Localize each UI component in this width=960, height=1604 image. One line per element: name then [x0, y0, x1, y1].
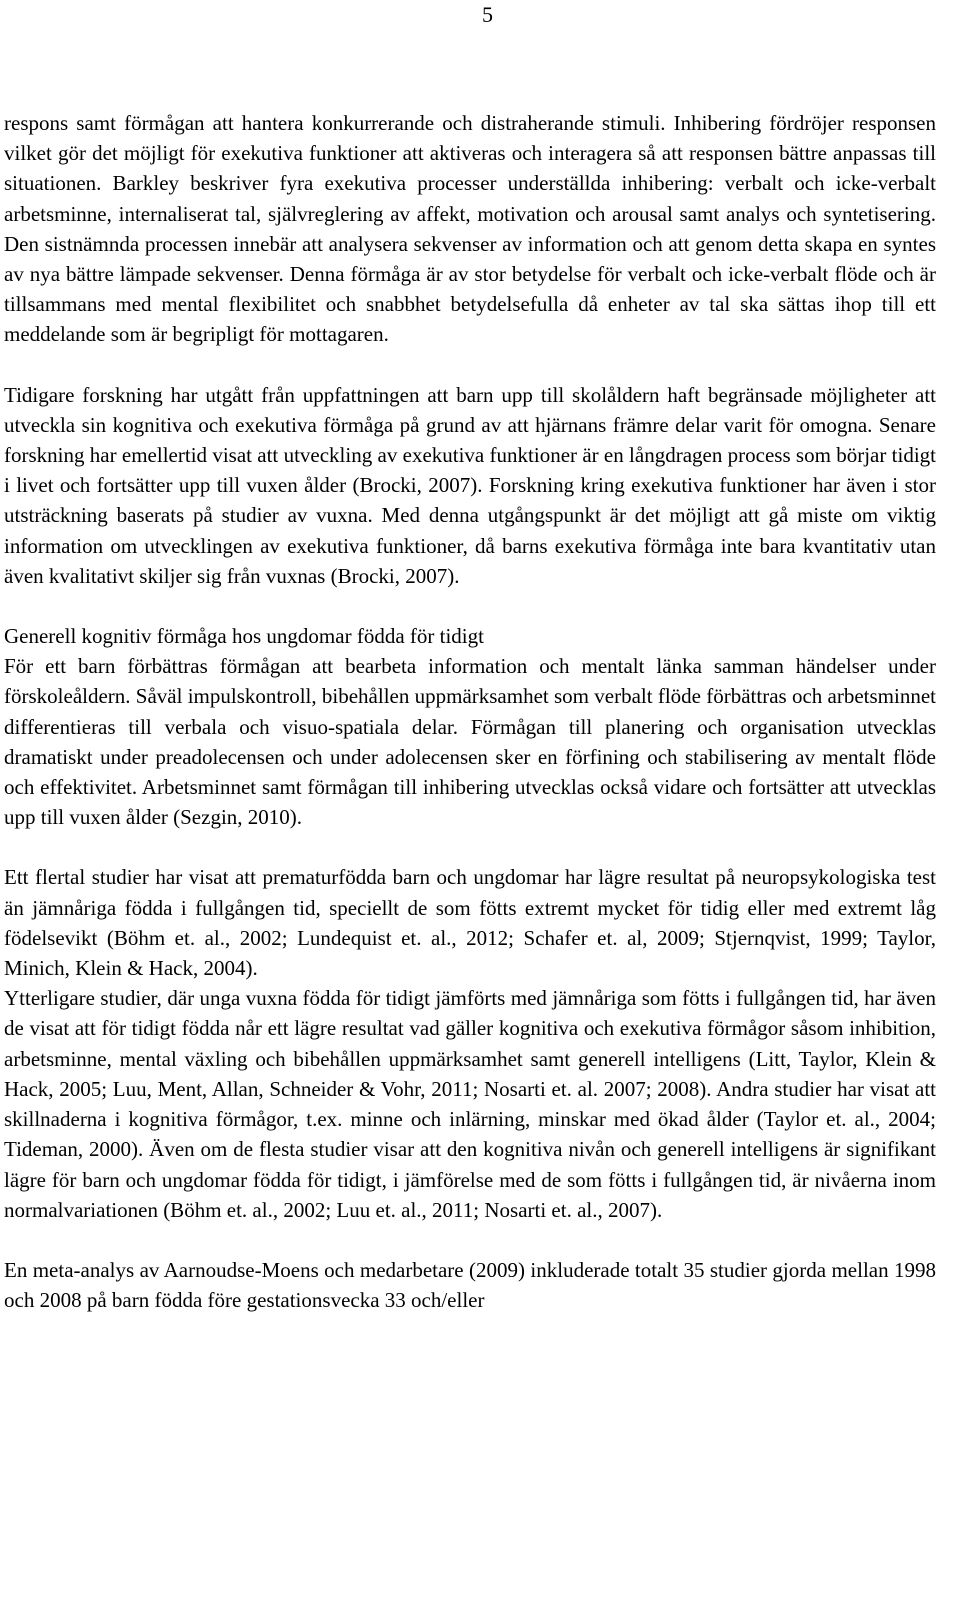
- paragraph-earlier-research: Tidigare forskning har utgått från uppfattningen att barn upp till skolåldern haft begränsade möjligheter att utveckla sin kognitiva och exekutiva förmåga på grund av att hjärnans främre delar varit för omogna. Senare forskning har emellertid visat att utveckling av exekutiva funktioner är en långdragen process som börjar tidigt i livet och fortsätter upp till vuxen ålder (Brocki, 2007). Forskning kring exekutiva funktioner har även i stor utsträckning baserats på studier av vuxna. Med denna utgångspunkt är det möjligt att gå miste om viktig information om utvecklingen av exekutiva funktioner, då barns exekutiva förmåga inte bara kvantitativ utan även kvalitativt skiljer sig från vuxnas (Brocki, 2007).: [4, 382, 936, 588]
- paragraph-meta-analysis: En meta-analys av Aarnoudse-Moens och medarbetare (2009) inkluderade totalt 35 studier gjorda mellan 1998 och 2008 på barn födda före gestationsveckа 33 och/eller: [4, 1257, 936, 1313]
- section-heading: Generell kognitiv förmåga hos ungdomar födda för tidigt: [4, 624, 484, 649]
- paragraph-premature-studies: Ett flertal studier har visat att prematurfödda barn och ungdomar har lägre resultat på neuropsykologiska test än jämnåriga födda i fullgången tid, speciellt de som fötts extremt mycket för tidig eller med extremt låg födelsevikt (Böhm et. al., 2002; Lundequist et. al., 2012; Schafer et. al, 2009; Stjernqvist, 1999; Taylor, Minich, Klein & Hack, 2004).: [4, 865, 936, 981]
- paragraph-inhibition: respons samt förmågan att hantera konkurrerande och distraherande stimuli. Inhibering fördröjer responsen vilket gör det möjligt för exekutiva funktioner att aktiveras och interagera så att responsen bättre anpassas till situationen. Barkley beskriver fyra exekutiva processer underställda inhibering: verbalt och icke-verbalt arbetsminne, internaliserat tal, självreglering av affekt, motivation och arousal samt analys och syntetisering. Den sistnämnda processen innebär att analysera sekvenser av information och att genom detta skapa en syntes av nya bättre lämpade sekvenser. Denna förmåga är av stor betydelse för verbalt och icke-verbalt flöde och är tillsammans med mental flexibilitet och snabbhet betydelsefulla då enheter av tal ska sättas ihop till ett meddelande som är begripligt för mottagaren.: [4, 111, 936, 347]
- paragraph-young-adults: Ytterligare studier, där unga vuxna födda för tidigt jämförts med jämnåriga som fötts i fullgången tid, har även de visat att för tidigt födda når ett lägre resultat vad gäller kognitiva och exekutiva förmågor såsom inhibition, arbetsminne, mental växling och bibehållen uppmärksamhet samt generell intelligens (Litt, Taylor, Klein & Hack, 2005; Luu, Ment, Allan, Schneider & Vohr, 2011; Nosarti et. al. 2007; 2008). Andra studier har visat att skillnaderna i kognitiva förmågor, t.ex. minne och inlärning, minskar med ökad ålder (Taylor et. al., 2004; Tideman, 2000). Även om de flesta studier visar att den kognitiva nivån och generell intelligens är signifikant lägre för barn och ungdomar födda för tidigt, i jämförelse med de som fötts i fullgången tid, är nivåerna inom normalvariationen (Böhm et. al., 2002; Luu et. al., 2011; Nosarti et. al., 2007).: [4, 986, 936, 1222]
- page-number: 5: [482, 2, 493, 27]
- paragraph-child-development: För ett barn förbättras förmågan att bearbeta information och mentalt länka samman händelser under förskoleåldern. Såväl impulskontroll, bibehållen uppmärksamhet som verbalt flöde förbättras och arbetsminnet differentieras till verbala och visuo-spatiala delar. Förmågan till planering och organisation utvecklas dramatiskt under preadolecensen och under adolecensen sker en förfining och stabilisering av mentalt flöde och effektivitet. Arbetsminnet samt förmågan till inhibering utvecklas också vidare och fortsätter att utvecklas upp till vuxen ålder (Sezgin, 2010).: [4, 654, 936, 830]
- document-body: [4, 108, 936, 1315]
